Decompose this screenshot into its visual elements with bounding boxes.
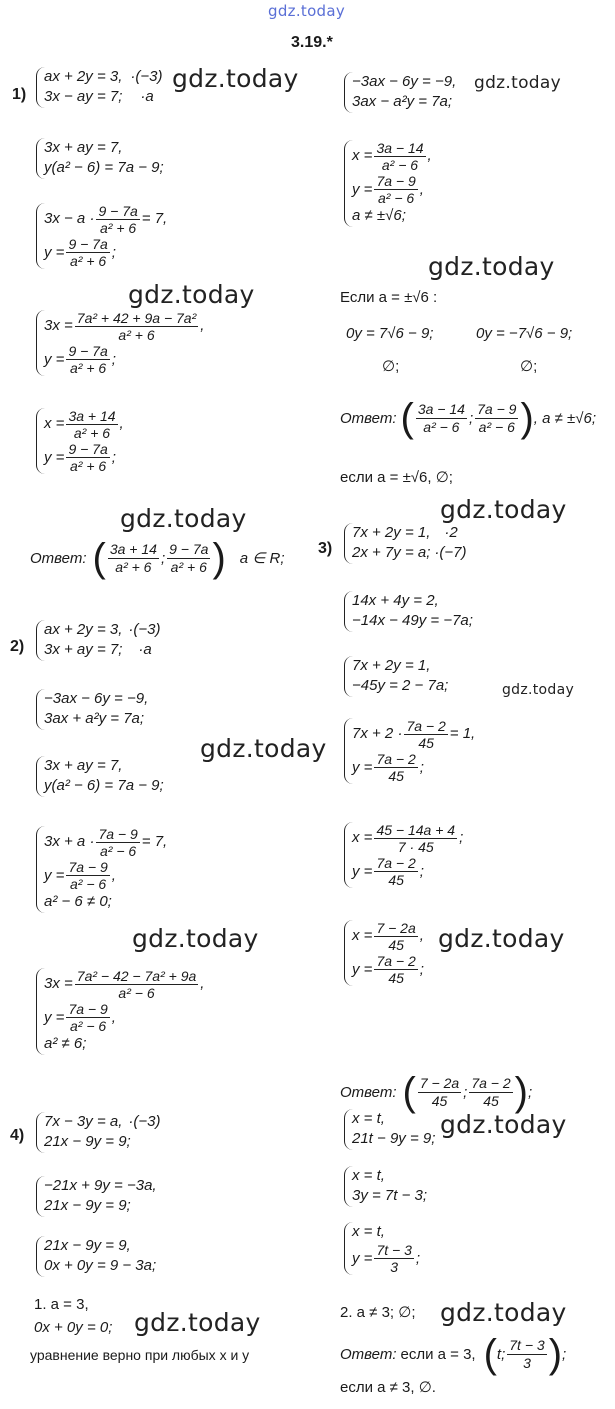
multiplier: ·2: [444, 524, 458, 541]
fraction: [66, 441, 109, 474]
expr-right: ;: [419, 862, 424, 880]
expr-left: x =: [44, 415, 65, 433]
watermark: gdz.today: [128, 280, 255, 309]
expr-left: x =: [352, 147, 373, 165]
part-number: 4): [10, 1127, 25, 1144]
equation-system: [344, 656, 448, 697]
fraction: [108, 541, 159, 574]
watermark: gdz.today: [200, 734, 327, 763]
answer-line: [340, 398, 596, 438]
answer-label: Ответ:: [340, 1345, 397, 1363]
denominator: a² − 6: [381, 157, 419, 174]
expr-right: ,: [111, 866, 116, 884]
part-number: 2): [10, 638, 25, 655]
equation: 7x − 3y = a,: [44, 1113, 123, 1130]
watermark: gdz.today: [120, 504, 247, 533]
denominator: 3: [390, 1259, 399, 1276]
fraction: [469, 1075, 512, 1108]
expr-right: ;: [111, 350, 116, 368]
equation: 0y = −7√6 − 9;: [476, 325, 573, 342]
expr-right: = 1,: [449, 725, 476, 743]
fraction: [404, 718, 447, 751]
expr-right: = 7,: [141, 833, 168, 851]
watermark: gdz.today: [440, 495, 567, 524]
equation-system: [36, 203, 167, 269]
numerator: 9 − 7a: [68, 236, 108, 253]
denominator: a² + 6: [70, 458, 107, 475]
equation: 0x + 0y = 9 − 3a;: [44, 1257, 157, 1275]
multiplier: ·a: [140, 88, 154, 106]
numerator: 7a − 9: [68, 859, 108, 876]
equation: 3y = 7t − 3;: [352, 1187, 428, 1205]
multiplier: ·(−3): [128, 621, 161, 638]
numerator: 7a − 2: [376, 953, 416, 970]
equation: a ≠ ±√6;: [352, 207, 406, 225]
fraction: [96, 826, 139, 859]
answer-line: [340, 1334, 566, 1374]
equation: a² ≠ 6;: [44, 1035, 87, 1053]
fraction: [475, 401, 518, 434]
expr-left: 3x =: [44, 317, 73, 335]
expr-right: ,: [200, 975, 205, 993]
fraction: [507, 1337, 546, 1370]
equation: 3x − ay = 7;: [44, 88, 123, 106]
part-number: 3): [318, 540, 333, 557]
expr-right: ,: [200, 317, 205, 335]
numerator: 7a² + 42 + 9a − 7a²: [76, 310, 197, 326]
equation-system: [344, 523, 466, 564]
answer-param: t;: [496, 1345, 506, 1363]
numerator: 7t − 3: [509, 1337, 545, 1354]
denominator: a² + 6: [118, 327, 155, 344]
equation-system: [36, 689, 148, 730]
fraction: [374, 173, 417, 206]
fraction: [374, 953, 417, 986]
expr-right: ;: [419, 960, 424, 978]
fraction: [374, 140, 425, 173]
denominator: 45: [388, 872, 404, 889]
expr-left: y =: [352, 758, 373, 776]
watermark: gdz.today: [502, 682, 575, 698]
numerator: 7a − 9: [477, 401, 517, 418]
denominator: 7 · 45: [397, 839, 434, 856]
equation: y(a² − 6) = 7a − 9;: [44, 777, 164, 795]
equation-system: [36, 67, 162, 108]
expr-left: 3x =: [44, 975, 73, 993]
expr-right: ,: [427, 147, 432, 165]
expr-right: ,: [419, 927, 424, 945]
denominator: 45: [388, 768, 404, 785]
numerator: 3a + 14: [68, 408, 116, 424]
equation: −3ax − 6y = −9,: [352, 73, 457, 90]
answer-label: Ответ:: [340, 1083, 397, 1101]
answer-condition: , a ≠ ±√6;: [533, 409, 596, 427]
numerator: 3a + 14: [109, 541, 157, 558]
equation-system: [36, 756, 164, 797]
equation: 3ax − a²y = 7a;: [352, 93, 453, 111]
equation: 3x + ay = 7;: [44, 641, 123, 659]
equation: x = t,: [352, 1110, 385, 1127]
equation-system: [36, 1236, 156, 1277]
fraction: [75, 968, 198, 1001]
numerator: 7t − 3: [376, 1242, 412, 1259]
fraction: [374, 751, 417, 784]
numerator: 7a − 9: [376, 173, 416, 190]
multiplier: ·(−3): [128, 1113, 161, 1130]
denominator: 45: [388, 937, 404, 954]
answer-end: ;: [562, 1345, 567, 1363]
expr-left: y =: [44, 866, 65, 884]
answer-condition: a ∈ R;: [239, 550, 285, 567]
expr-right: ;: [459, 829, 464, 847]
expr-left: x =: [352, 829, 373, 847]
answer-pair: ( t; $\frac{7t - 3}{3}$ ): [483, 1332, 563, 1376]
watermark: gdz.today: [440, 1298, 567, 1327]
fraction: [66, 343, 109, 376]
equation: 14x + 4y = 2,: [352, 592, 439, 609]
expr-left: y =: [352, 1249, 373, 1267]
expr-left: y =: [44, 350, 65, 368]
fraction: [66, 859, 109, 892]
equation-system: [36, 826, 167, 913]
answer-pair: ( $\frac{7 - 2a}{45}$ ; $\frac{7a - 2}{45}$ ): [402, 1070, 528, 1114]
fraction: [418, 1075, 461, 1108]
numerator: 7a − 2: [376, 855, 416, 872]
equation-system: [344, 591, 473, 632]
expr-left: y =: [352, 862, 373, 880]
answer-label: Ответ:: [340, 409, 397, 427]
numerator: 7a − 2: [406, 718, 446, 734]
numerator: 3a − 14: [376, 140, 424, 156]
denominator: a² − 6: [378, 190, 415, 207]
case-text: уравнение верно при любых x и y: [30, 1347, 250, 1363]
equation-system: [36, 310, 204, 376]
numerator: 9 − 7a: [68, 441, 108, 458]
case-text: Если a = ±√6 :: [340, 289, 438, 306]
numerator: 9 − 7a: [98, 203, 138, 219]
answer-line: [340, 1072, 532, 1112]
expr-left: 3x − a ·: [44, 210, 95, 228]
equation: −14x − 49y = −7a;: [352, 612, 473, 630]
equation: y(a² − 6) = 7a − 9;: [44, 159, 164, 177]
fraction: [66, 408, 117, 441]
answer-pair: ( $\frac{3a + 14}{\text{a² + 6}}$ ; $\frac{9 - 7a}{\text{a² + 6}}$ ): [92, 536, 226, 580]
equation: 7x + 2y = 1,: [352, 657, 431, 674]
multiplier: ·(−3): [130, 68, 163, 85]
denominator: a² + 6: [73, 425, 111, 442]
expr-right: = 7,: [141, 210, 168, 228]
equation: −45y = 2 − 7a;: [352, 677, 449, 695]
numerator: 3a − 14: [417, 401, 465, 418]
denominator: 45: [483, 1092, 499, 1109]
fraction: [75, 310, 198, 343]
expr-right: ,: [419, 180, 424, 198]
equation: 3ax + a²y = 7a;: [44, 710, 145, 728]
denominator: a² − 6: [70, 876, 107, 893]
expr-right: ;: [415, 1249, 421, 1267]
answer-line: если a ≠ 3, ∅.: [340, 1379, 436, 1396]
equation: 3x + ay = 7,: [44, 139, 123, 156]
expr-right: ,: [119, 415, 124, 433]
answer-line: если a = ±√6, ∅;: [340, 469, 453, 486]
equation: 21x − 9y = 9,: [44, 1237, 131, 1254]
equation-system: [36, 138, 164, 179]
numerator: 45 − 14a + 4: [376, 822, 456, 838]
expr-left: 7x + 2 ·: [352, 725, 403, 743]
equation: 7x + 2y = 1,: [352, 524, 431, 541]
equation-system: [36, 1112, 160, 1153]
denominator: a² + 6: [70, 253, 107, 270]
fraction: [374, 855, 417, 888]
fraction: [66, 236, 109, 269]
numerator: 7a − 9: [98, 826, 138, 842]
expr-right: ,: [111, 1008, 116, 1026]
answer-pair: ( $\frac{3a - 14}{\text{a² − 6}}$ ; $\frac{7a - 9}{\text{a² − 6}}$ ): [400, 396, 534, 440]
answer-label: Ответ:: [30, 549, 87, 567]
watermark: gdz.today: [132, 924, 259, 953]
denominator: a² + 6: [70, 360, 107, 377]
answer-line: [30, 538, 285, 578]
equation: −3ax − 6y = −9,: [44, 690, 149, 707]
watermark: gdz.today: [474, 73, 561, 93]
numerator: 7 − 2a: [419, 1075, 460, 1092]
equation: a² − 6 ≠ 0;: [44, 893, 112, 911]
equation: x = t,: [352, 1167, 385, 1184]
expr-right: ;: [419, 758, 424, 776]
expr-left: y =: [352, 180, 373, 198]
empty-set: ∅;: [520, 358, 538, 375]
denominator: a² − 6: [100, 843, 137, 860]
equation-system: [36, 408, 124, 474]
denominator: 3: [523, 1354, 531, 1371]
watermark: gdz.today: [134, 1308, 261, 1337]
expr-left: y =: [44, 1008, 65, 1026]
numerator: 9 − 7a: [68, 343, 108, 360]
numerator: 7 − 2a: [376, 920, 416, 936]
expr-right: ;: [111, 448, 116, 466]
fraction: [416, 401, 467, 434]
problem-title: 3.19.*: [291, 34, 333, 51]
equation: ax + 2y = 3,: [44, 68, 123, 85]
denominator: a² − 6: [423, 418, 460, 435]
fraction: [96, 203, 139, 236]
equation: 21x − 9y = 9;: [44, 1197, 131, 1215]
denominator: 45: [418, 735, 434, 752]
equation-system: [344, 72, 456, 113]
equation: 21t − 9y = 9;: [352, 1130, 436, 1148]
multiplier: ·(−7): [434, 544, 467, 562]
denominator: a² + 6: [100, 220, 137, 237]
case-text: 1. a = 3,: [34, 1296, 89, 1313]
equation: ax + 2y = 3,: [44, 621, 123, 638]
equation: 0y = 7√6 − 9;: [346, 325, 434, 342]
equation-system: [344, 718, 475, 784]
expr-right: ;: [111, 243, 116, 261]
expr-left: y =: [44, 243, 65, 261]
equation-system: [36, 1176, 157, 1217]
numerator: 7a − 9: [68, 1001, 108, 1018]
equation-system: [344, 140, 432, 227]
equation-system: [344, 1222, 420, 1275]
equation: 0x + 0y = 0;: [34, 1319, 113, 1336]
multiplier: ·a: [138, 641, 152, 659]
equation: 21x − 9y = 9;: [44, 1133, 131, 1151]
denominator: 45: [431, 1092, 448, 1109]
fraction: [374, 920, 417, 953]
equation: x = t,: [352, 1223, 385, 1240]
answer-end: ;: [527, 1083, 533, 1101]
denominator: a² − 6: [70, 1018, 107, 1035]
fraction: [167, 541, 210, 574]
equation: 2x + 7y = a;: [352, 544, 431, 562]
answer-condition: если a = 3,: [400, 1345, 476, 1363]
watermark: gdz.today: [440, 1110, 567, 1139]
watermark: gdz.today: [428, 252, 555, 281]
expr-left: y =: [44, 448, 65, 466]
expr-left: y =: [352, 960, 373, 978]
watermark-top: gdz.today: [268, 2, 346, 20]
case-text: 2. a ≠ 3; ∅;: [340, 1304, 416, 1321]
equation: 3x + ay = 7,: [44, 757, 123, 774]
numerator: 7a − 2: [471, 1075, 511, 1092]
fraction: [374, 822, 457, 855]
equation-system: [344, 1109, 435, 1150]
equation-system: [36, 968, 204, 1055]
empty-set: ∅;: [382, 358, 400, 375]
equation-system: [344, 822, 463, 888]
watermark: gdz.today: [438, 924, 565, 953]
equation-system: [36, 620, 160, 661]
expr-left: 3x + a ·: [44, 833, 95, 851]
denominator: a² + 6: [115, 558, 152, 575]
equation-system: [344, 1166, 427, 1207]
part-number: 1): [12, 86, 27, 103]
equation-system: [344, 920, 424, 986]
watermark: gdz.today: [172, 64, 299, 93]
fraction: [374, 1242, 413, 1275]
denominator: a² − 6: [478, 418, 515, 435]
equation: −21x + 9y = −3a,: [44, 1177, 157, 1194]
denominator: a² − 6: [118, 985, 155, 1002]
numerator: 7a − 2: [376, 751, 416, 768]
denominator: 45: [388, 970, 404, 987]
numerator: 9 − 7a: [169, 541, 209, 558]
denominator: a² + 6: [170, 558, 207, 575]
numerator: 7a² − 42 − 7a² + 9a: [76, 968, 197, 984]
fraction: [66, 1001, 109, 1034]
expr-left: x =: [352, 927, 373, 945]
